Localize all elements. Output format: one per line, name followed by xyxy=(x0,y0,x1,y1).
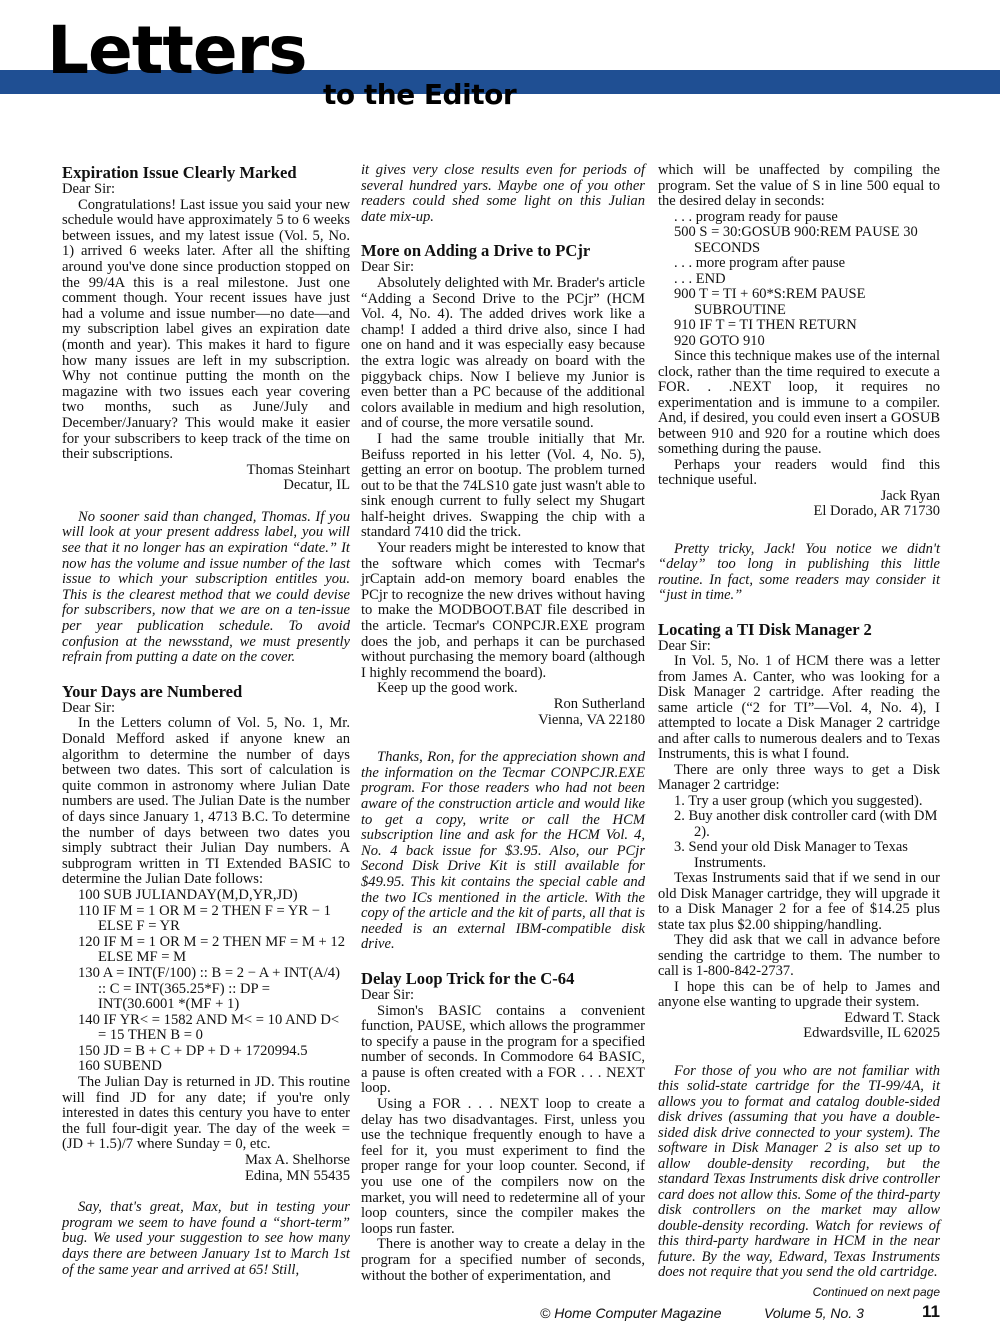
signature-location: Edwardsville, IL 62025 xyxy=(803,1025,940,1041)
footer-issue: Volume 5, No. 3 xyxy=(764,1305,864,1321)
code-line: 130 A = INT(F/100) :: B = 2 − A + INT(A/4) :: C = INT(365.25*F) :: DP = INT(30.6001 *(MF + 1) xyxy=(78,964,340,1013)
page-title: Letters xyxy=(47,12,307,89)
code-line: 910 IF T = TI THEN RETURN xyxy=(674,317,857,333)
editor-reply: For those of you who are not familiar with this solid-state cartridge for the TI-99/4A, it allows you to format and catalog double-sided disk drives (assuming that you have a double-sided disk drive connected to your system). The software in Disk Manager 2 is also set up to allow double-density recording, but the standard Texas Instruments disk drive controller card does not allow this. Some of the third-party disk controllers on the market may allow double-density recording. Watch for reviews of this third-party hardware in HCM in the near future. By the way, Edward, Texas Instruments does not require that you send the old cartridge. xyxy=(658,1062,940,1280)
signature-name: Max A. Shelhorse xyxy=(245,1152,350,1169)
letter-paragraph-continued: which will be unaffected by compiling the program. Set the value of S in line 500 equal to the desired delay in seconds: xyxy=(658,162,940,209)
letter-paragraph: There is another way to create a delay in the program for a specified number of seconds, without the bother of experimentation, and xyxy=(361,1236,645,1284)
code-line: . . . more program after pause xyxy=(674,255,846,271)
headline: Your Days are Numbered xyxy=(62,681,243,701)
continued-note: Continued on next page xyxy=(812,1285,940,1299)
signature-name: Edward T. Stack xyxy=(844,1009,940,1026)
letter-paragraph: Your readers might be interested to know that the software which comes with Tecmar's jrCaptain add-on memory board enables the PCjr to recognize the new drives without having to make the MODBOOT.BAT file described in the article. Tecmar's CONPCJR.EXE program does the job, and perhaps it can be purchased without purchasing the memory board (although I highly recommend the board). xyxy=(361,540,645,681)
letter-paragraph: Using a FOR . . . NEXT loop to create a delay has two disadvantages. First, unless you use the technique frequently enough to have a feel for it, you must experiment to find the proper range for your loop counter. Second, if you use one of the compilers now on the market, you will need to redetermine all of your loop counters, since the compiler makes the loops run faster. xyxy=(361,1096,645,1237)
column-1 xyxy=(62,163,350,1278)
page-subtitle: to the Editor xyxy=(323,78,517,111)
headline: Locating a TI Disk Manager 2 xyxy=(658,619,872,639)
salutation: Dear Sir: xyxy=(361,259,415,276)
column-2 xyxy=(361,163,645,1284)
headline: Expiration Issue Clearly Marked xyxy=(62,163,297,182)
signature-location: El Dorado, AR 71730 xyxy=(813,503,940,519)
letter-paragraph: Congratulations! Last issue you said your new schedule would have approximately 5 to 6 weeks between issues, and my latest issue (Vol. 5, No. 1) arrived 6 weeks later. After all the shifting around you've done since production stopped on the 99/4A this is a real milestone. Just one comment though. Your recent issues have just had a volume and issue number—no date—and my subscription label gives an expiration date (month and year). This makes it hard to figure how many issues are left in my subscription. Why not continue putting the month on the magazine with two issues each year covering two months, such as June/July and December/January? This would make it easier for your subscribers to keep track of the time on their subscriptions. xyxy=(62,196,350,463)
signature-name: Thomas Steinhart xyxy=(246,461,350,478)
letter-paragraph: In the Letters column of Vol. 5, No. 1, Mr. Donald Mefford asked if anyone knew an algorithm to determine the number of days between two dates. This sort of calculation is quite common in astronomy where Julian Date numbers are used. The Julian Date is the number of days since January 1, 4713 B.C. To determine the number of days between two dates you simply subtract their Julian Day numbers. A subprogram written in TI Extended BASIC to determine the Julian Date follows: xyxy=(62,715,350,888)
salutation: Dear Sir: xyxy=(658,637,711,654)
code-line: 920 GOTO 910 xyxy=(674,332,765,349)
letter-paragraph: I had the same trouble initially that Mr. Beifuss reported in his letter (Vol. 4, No. 5), getting an error on bootup. The problem turned out to be that the 74LS10 gate just wasn't able to sink enough current to fully select my Shugart half-height drives. Swapping the chip with a standard 7410 did the trick. xyxy=(361,430,645,541)
letter-paragraph: There are only three ways to get a Disk Manager 2 cartridge: xyxy=(658,761,940,793)
editor-reply: Say, that's great, Max, but in testing your program we seem to have found a “short-term” bug. We used your suggestion to see how many days there are between January 1st to March 1st of the same year and arrived at 65! Still, xyxy=(62,1199,350,1278)
letter-paragraph: Absolutely delighted with Mr. Brader's article “Adding a Second Drive to the PCjr” (HCM Vol. 4, No. 4). The added drives work like a champ! I added a third drive also, since I had one on hand and it was especially easy because the extra logic was already on board with the piggyback chips. Now I believe my Junior is even better than a PC because of the additional colors available in medium and high resolution, and of course, the more versatile sound. xyxy=(361,274,645,432)
letter-paragraph: In Vol. 5, No. 1 of HCM there was a letter from James A. Canter, who was looking for a Disk Manager 2 cartridge. After reading the same article (“2 for TI”—Vol. 4, No. 4), I attempted to locate a Disk Manager 2 cartridge and after calls to numerous dealers and to Texas Instruments, this is what I found. xyxy=(658,653,940,762)
letter-paragraph: Perhaps your readers would find this technique useful. xyxy=(658,456,940,488)
code-line: . . . END xyxy=(674,270,726,287)
letter-paragraph: Keep up the good work. xyxy=(377,680,518,697)
signature-location: Vienna, VA 22180 xyxy=(538,711,645,728)
footer-copyright: © Home Computer Magazine xyxy=(540,1305,722,1321)
signature-location: Decatur, IL xyxy=(283,477,350,494)
signature-name: Jack Ryan xyxy=(880,487,940,504)
editor-reply: Thanks, Ron, for the appreciation shown and the information on the Tecmar CONPCJR.EXE program. For those readers who had not been aware of the construction article and would like to get a copy, write or call the HCM subscription line and ask for the HCM Vol. 4, No. 4 back issue for $3.95. Also, our PCjr Second Disk Drive Kit is still available for $49.95. This kit contains the special cable and the two ICs mentioned in the article. With the copy of the article and the kit of parts, all that is needed is an external IBM-compatible disk drive. xyxy=(361,749,645,953)
headline: More on Adding a Drive to PCjr xyxy=(361,241,591,261)
editor-reply: Pretty tricky, Jack! You notice we didn't “delay” too long in publishing this little routine. In fact, some readers may consider it “just in time.” xyxy=(658,540,940,603)
list-item: 3. Send your old Disk Manager to Texas Instruments. xyxy=(674,839,908,871)
column-3 xyxy=(658,163,940,1281)
list-item: 2. Buy another disk controller card (with DM 2). xyxy=(674,808,938,840)
page-number: 11 xyxy=(922,1302,940,1321)
code-line: 110 IF M = 1 OR M = 2 THEN F = YR − 1 ELSE F = YR xyxy=(78,902,331,935)
code-line: 100 SUB JULIANDAY(M,D,YR,JD) xyxy=(78,886,298,903)
code-line: 150 JD = B + C + DP + D + 1720994.5 xyxy=(78,1042,308,1059)
signature-name: Ron Sutherland xyxy=(553,696,645,712)
salutation: Dear Sir: xyxy=(361,986,415,1003)
code-line: 140 IF YR< = 1582 AND M< = 10 AND D< = 15 THEN B = 0 xyxy=(78,1011,340,1044)
signature-location: Edina, MN 55435 xyxy=(245,1167,350,1184)
letter-paragraph: Since this technique makes use of the internal clock, rather than the time required to execute a FOR. . .NEXT loop, it requires no experimentation and is immune to a compiler. And, if desired, you could even insert a GOSUB between 910 and 920 for a routine which does something during the pause. xyxy=(658,348,940,457)
code-line: 160 SUBEND xyxy=(78,1058,162,1075)
code-line: . . . program ready for pause xyxy=(674,208,838,225)
headline: Delay Loop Trick for the C-64 xyxy=(361,968,575,988)
code-line: 900 T = TI + 60*S:REM PAUSE SUBROUTINE xyxy=(674,286,866,318)
letter-paragraph: Simon's BASIC contains a convenient function, PAUSE, which allows the programmer to specify a pause in the program for a specified number of seconds. In Commodore 64 BASIC, a pause is often created with a FOR . . . NEXT loop. xyxy=(361,1002,645,1097)
letter-paragraph: Texas Instruments said that if we send in our old Disk Manager cartridge, they will upgrade it to a Disk Manager 2 for a fee of $14.25 plus state tax plus $2.00 shipping/handling. xyxy=(658,870,940,933)
letter-paragraph: I hope this can be of help to James and anyone else wanting to upgrade their system. xyxy=(658,978,940,1010)
code-line: 500 S = 30:GOSUB 900:REM PAUSE 30 SECONDS xyxy=(674,224,918,256)
letter-paragraph: The Julian Day is returned in JD. This routine will find JD for any date; if you're only interested in dates this century you have to enter the full four-digit year. The day of the week = (JD + 1.5)/7 where Sunday = 0, etc. xyxy=(62,1074,350,1153)
salutation: Dear Sir: xyxy=(62,181,116,197)
list-item: 1. Try a user group (which you suggested). xyxy=(674,792,923,809)
letter-paragraph: They did ask that we call in advance before sending the cartridge to them. The number to call is 1-800-842-2737. xyxy=(658,932,940,979)
salutation: Dear Sir: xyxy=(62,699,116,716)
editor-reply: No sooner said than changed, Thomas. If you will look at your present address label, you will see that it no longer has an expiration “date.” It now has the volume and issue number of the last issue to which your subscription entitles you. This is the clearest method that we could devise for subscribers, now that we are on a ten-issue per year publication schedule. To avoid confusion at the newsstand, we must presently refrain from putting a date on the cover. xyxy=(62,508,350,666)
editor-reply-continued: it gives very close results even for periods of several hundred yars. Maybe one of you other readers could shed some light on this Julian date mix-up. xyxy=(361,162,645,225)
code-line: 120 IF M = 1 OR M = 2 THEN MF = M + 12 ELSE MF = M xyxy=(78,933,345,966)
